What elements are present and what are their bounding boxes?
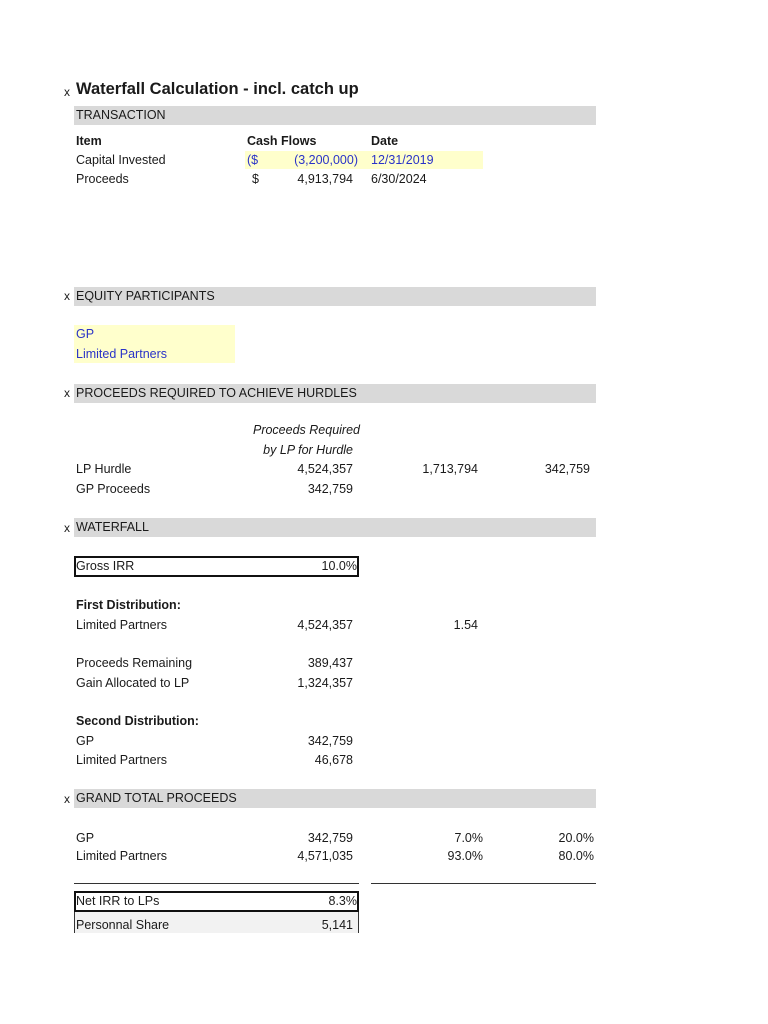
grand-total-header: GRAND TOTAL PROCEEDS: [76, 791, 237, 805]
equity-header: EQUITY PARTICIPANTS: [76, 289, 215, 303]
first-lp-multiple: 1.54: [453, 618, 478, 632]
lp-hurdle-col3: 342,759: [544, 462, 590, 476]
gain-lp-value: 1,324,357: [297, 676, 353, 690]
personal-share-value: 5,141: [321, 918, 353, 932]
gross-irr-label: Gross IRR: [76, 559, 135, 573]
lp-hurdle-value: 4,524,357: [297, 462, 353, 476]
total-divider-right: [371, 883, 596, 884]
total-divider-left: [74, 883, 359, 884]
proceeds-remaining-label: Proceeds Remaining: [76, 656, 193, 670]
col-item-header: Item: [76, 134, 102, 148]
lp-hurdle-col2: 1,713,794: [422, 462, 478, 476]
total-gp-pct: 7.0%: [454, 831, 483, 845]
gp-proceeds-value: 342,759: [307, 482, 353, 496]
total-lp-label: Limited Partners: [76, 849, 168, 863]
first-lp-label: Limited Partners: [76, 618, 168, 632]
total-gp-pct2: 20.0%: [558, 831, 594, 845]
waterfall-marker: x: [64, 521, 70, 535]
grand-total-header-band: [74, 789, 596, 808]
proceeds-date: 6/30/2024: [371, 172, 427, 186]
total-gp-label: GP: [76, 831, 95, 845]
first-lp-value: 4,524,357: [297, 618, 353, 632]
second-lp-label: Limited Partners: [76, 753, 168, 767]
col-cashflows-header: Cash Flows: [247, 134, 317, 148]
second-lp-value: 46,678: [314, 753, 353, 767]
gross-irr-value: 10.0%: [321, 559, 357, 573]
participant-gp[interactable]: GP: [76, 327, 95, 341]
capital-invested-amount[interactable]: (3,200,000): [294, 153, 358, 167]
proceeds-label: Proceeds: [76, 172, 129, 186]
equity-marker: x: [64, 289, 70, 303]
hurdles-col-title-1: Proceeds Required: [252, 423, 360, 437]
second-gp-label: GP: [76, 734, 95, 748]
lp-hurdle-label: LP Hurdle: [76, 462, 132, 476]
proceeds-currency: $: [252, 172, 259, 186]
total-lp-value: 4,571,035: [297, 849, 353, 863]
page-title: Waterfall Calculation - incl. catch up: [76, 80, 359, 98]
transaction-header-band: [74, 106, 596, 125]
net-irr-label: Net IRR to LPs: [76, 894, 160, 908]
total-lp-pct2: 80.0%: [558, 849, 594, 863]
net-irr-value: 8.3%: [328, 894, 357, 908]
hurdles-marker: x: [64, 386, 70, 400]
proceeds-amount: 4,913,794: [297, 172, 353, 186]
hurdles-col-title-2: by LP for Hurdle: [263, 443, 353, 457]
hurdles-header: PROCEEDS REQUIRED TO ACHIEVE HURDLES: [76, 386, 357, 400]
personal-share-label: Personnal Share: [76, 918, 170, 932]
total-gp-value: 342,759: [307, 831, 353, 845]
second-gp-value: 342,759: [307, 734, 353, 748]
hurdles-header-band: [74, 384, 596, 403]
capital-invested-currency[interactable]: ($: [247, 153, 259, 167]
second-distribution-label: Second Distribution:: [76, 714, 199, 728]
grand-total-marker: x: [64, 792, 70, 806]
title-marker: x: [64, 85, 70, 99]
total-lp-pct: 93.0%: [447, 849, 483, 863]
col-date-header: Date: [371, 134, 399, 148]
capital-invested-date[interactable]: 12/31/2019: [371, 153, 434, 167]
capital-invested-label: Capital Invested: [76, 153, 166, 167]
transaction-header: TRANSACTION: [76, 108, 166, 122]
waterfall-header-band: [74, 518, 596, 537]
equity-header-band: [74, 287, 596, 306]
waterfall-header: WATERFALL: [76, 520, 149, 534]
gp-proceeds-label: GP Proceeds: [76, 482, 151, 496]
proceeds-remaining-value: 389,437: [307, 656, 353, 670]
first-distribution-label: First Distribution:: [76, 598, 181, 612]
gain-lp-label: Gain Allocated to LP: [76, 676, 190, 690]
participant-limited-partners[interactable]: Limited Partners: [76, 347, 168, 361]
